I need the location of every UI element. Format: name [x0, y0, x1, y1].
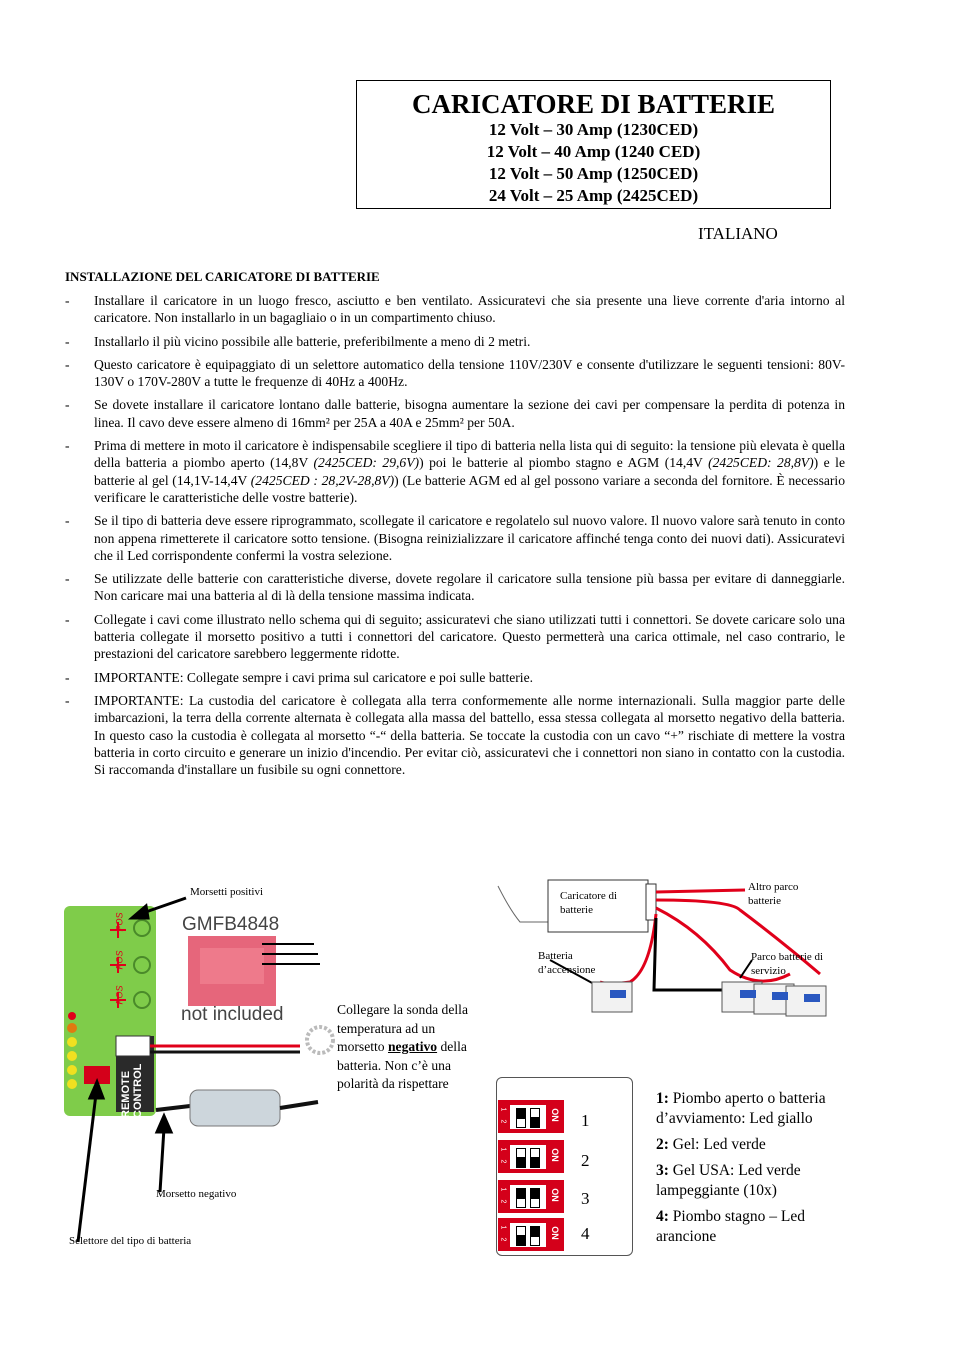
language-label: ITALIANO: [698, 224, 778, 243]
list-item: - IMPORTANTE: La custodia del caricatore è collegata alla terra conformemente alle norme internazionali. Sulla maggior parte delle imbarcazioni, la terra della corrente alternata è collegata alla massa del battello, essa stessa collegata al morsetto negativo della batteria. In questo caso la custodia è collegata al morsetto “-“ della batteria. Se toccate la custodia con un cavo “+” rischiate di mettere la vostra batteria in corto circuito e generare un inizio d'incendio. Per evitar ciò, assicuratevi che i connettori non siano in contatto con la custodia. Si raccomanda d'installare un fusibile su ogni connettore.: [65, 692, 845, 778]
list-item: - Se il tipo di batteria deve essere riprogrammato, scollegate il caricatore e regolatelo sul nuovo valore. Il nuovo valore sarà tenuto in conto non appena rimetterete il caricatore sotto tensione. (Bisogna reinizializzare il caricatore affinché tenga conto dei nuovi dati). Assicuratevi che il Led corrispondente confermi la vostra selezione.: [65, 513, 845, 563]
legend-item: 4: Piombo stagno – Led arancione: [656, 1208, 805, 1245]
pos-label: POS: [114, 912, 125, 932]
dip-switch-setting-4: 1 2 ON: [498, 1218, 564, 1251]
battery-type-legend: [656, 1089, 856, 1253]
negative-fuse-holder: [190, 1090, 280, 1126]
model-line: 12 Volt – 50 Amp (1250CED): [488, 164, 699, 183]
list-item: - Se utilizzate delle batterie con caratteristiche diverse, dovete regolare il caricatore sulla tensione più bassa per evitare di danneggiarle. Non caricare mai una batteria al di là della tensione massima indicata.: [65, 571, 845, 604]
legend-item: 1: Piombo aperto o batteria d’avviamento: Led giallo: [656, 1090, 826, 1127]
model-line: 24 Volt – 25 Amp (2425CED): [488, 186, 699, 205]
service-bank-label: Parco batterie di servizio: [751, 951, 824, 977]
document-title: CARICATORE DI BATTERIE: [411, 89, 776, 119]
setting-number: 3: [581, 1189, 590, 1208]
legend-item: 2: Gel: Led verde: [656, 1136, 766, 1153]
selector-label: Selettore del tipo di batteria: [69, 1235, 192, 1247]
dip-switch-setting-1: 1 2 ON: [498, 1100, 564, 1133]
title-box: [356, 80, 831, 209]
setting-number: 1: [581, 1111, 590, 1130]
list-item: - Installarlo il più vicino possibile alle batterie, preferibilmente a meno di 2 metri.: [65, 333, 531, 349]
dip-switch-setting-3: 1 2 ON: [498, 1180, 564, 1213]
temperature-probe: [307, 1027, 333, 1053]
setting-number: 2: [581, 1151, 590, 1170]
dip-switch-setting-2: 1 2 ON: [498, 1140, 564, 1173]
list-item: - Prima di mettere in moto il caricatore è indispensabile scegliere il tipo di batteria nella lista qui di seguito: la tensione più elevata è quella della batteria a piombo aperto (14,8V (2425CED: 29,6V)) poi le batterie al piombo stagno e AGM (14,4V (2425CED: 28,8V)) e le batterie al gel (14,1V-14,4V (2425CED : 28,2V-28,8V)) (Le batterie AGM ed al gel possono variare a seconda del fornitore. È necessario verificare le caratteristiche delle vostre batterie).: [65, 438, 845, 505]
legend-item: 3: Gel USA: Led verde lampeggiante (10x): [656, 1162, 801, 1199]
instructions-list: [65, 292, 845, 784]
list-item: - Questo caricatore è equipaggiato di un selettore automatico della tensione 110V/230V e consente d'utilizzare le seguenti tensioni: 80V-130V o 170V-280V a tutte le frequenze di 40Hz a 400Hz.: [65, 356, 845, 390]
pos-label: POS: [114, 985, 125, 1005]
list-item: - Collegate i cavi come illustrato nello schema qui di seguito; assicuratevi che siano utilizzati tutti i connettori. Se dovete caricare solo una batteria collegate il morsetto positivo a tutti i connettori del caricatore. Questo permetterà una carica ottimale, nel caso contrario, le prestazioni del caricatore sarebbero leggermente ridotte.: [65, 611, 845, 662]
remote-control-label: REMOTE CONTROL: [120, 1063, 144, 1118]
list-item: - IMPORTANTE: Collegate sempre i cavi prima sul caricatore e poi sulle batterie.: [65, 669, 533, 685]
start-battery-label: Batteria d’accensione: [538, 950, 596, 976]
temperature-sensor-note: Collegare la sonda della temperatura ad un morsetto negativo della batteria. Non c’è una polarità da rispettare: [337, 1002, 468, 1091]
other-bank-label: Altro parco batterie: [748, 881, 799, 907]
pos-label: POS: [114, 950, 125, 970]
setting-number: 4: [581, 1224, 590, 1243]
model-line: 12 Volt – 40 Amp (1240 CED): [486, 142, 701, 161]
list-item: - Installare il caricatore in un luogo fresco, asciutto e ben ventilato. Assicuratevi che sia presente una lieve corrente d'aria intorno al caricatore. Non installarlo in un bagagliaio o in un compartimento chiuso.: [65, 293, 845, 326]
list-item: - Se dovete installare il caricatore lontano dalle batterie, bisogna aumentare la sezione dei cavi per compensare la perdita di potenza in linea. Il cavo deve essere almeno di 16mm² per 25A a 40A e 25mm² per 50A.: [65, 397, 845, 430]
charger-label: Caricatore di batterie: [560, 890, 618, 916]
positive-terminals-label: Morsetti positivi: [190, 886, 264, 898]
fuse-name: GMFB4848: [182, 914, 280, 935]
batteries: [592, 982, 826, 1016]
negative-terminal-label: Morsetto negativo: [156, 1188, 237, 1200]
section-heading: INSTALLAZIONE DEL CARICATORE DI BATTERIE: [65, 269, 380, 284]
not-included-label: not included: [181, 1004, 284, 1025]
model-line: 12 Volt – 30 Amp (1230CED): [488, 120, 699, 139]
